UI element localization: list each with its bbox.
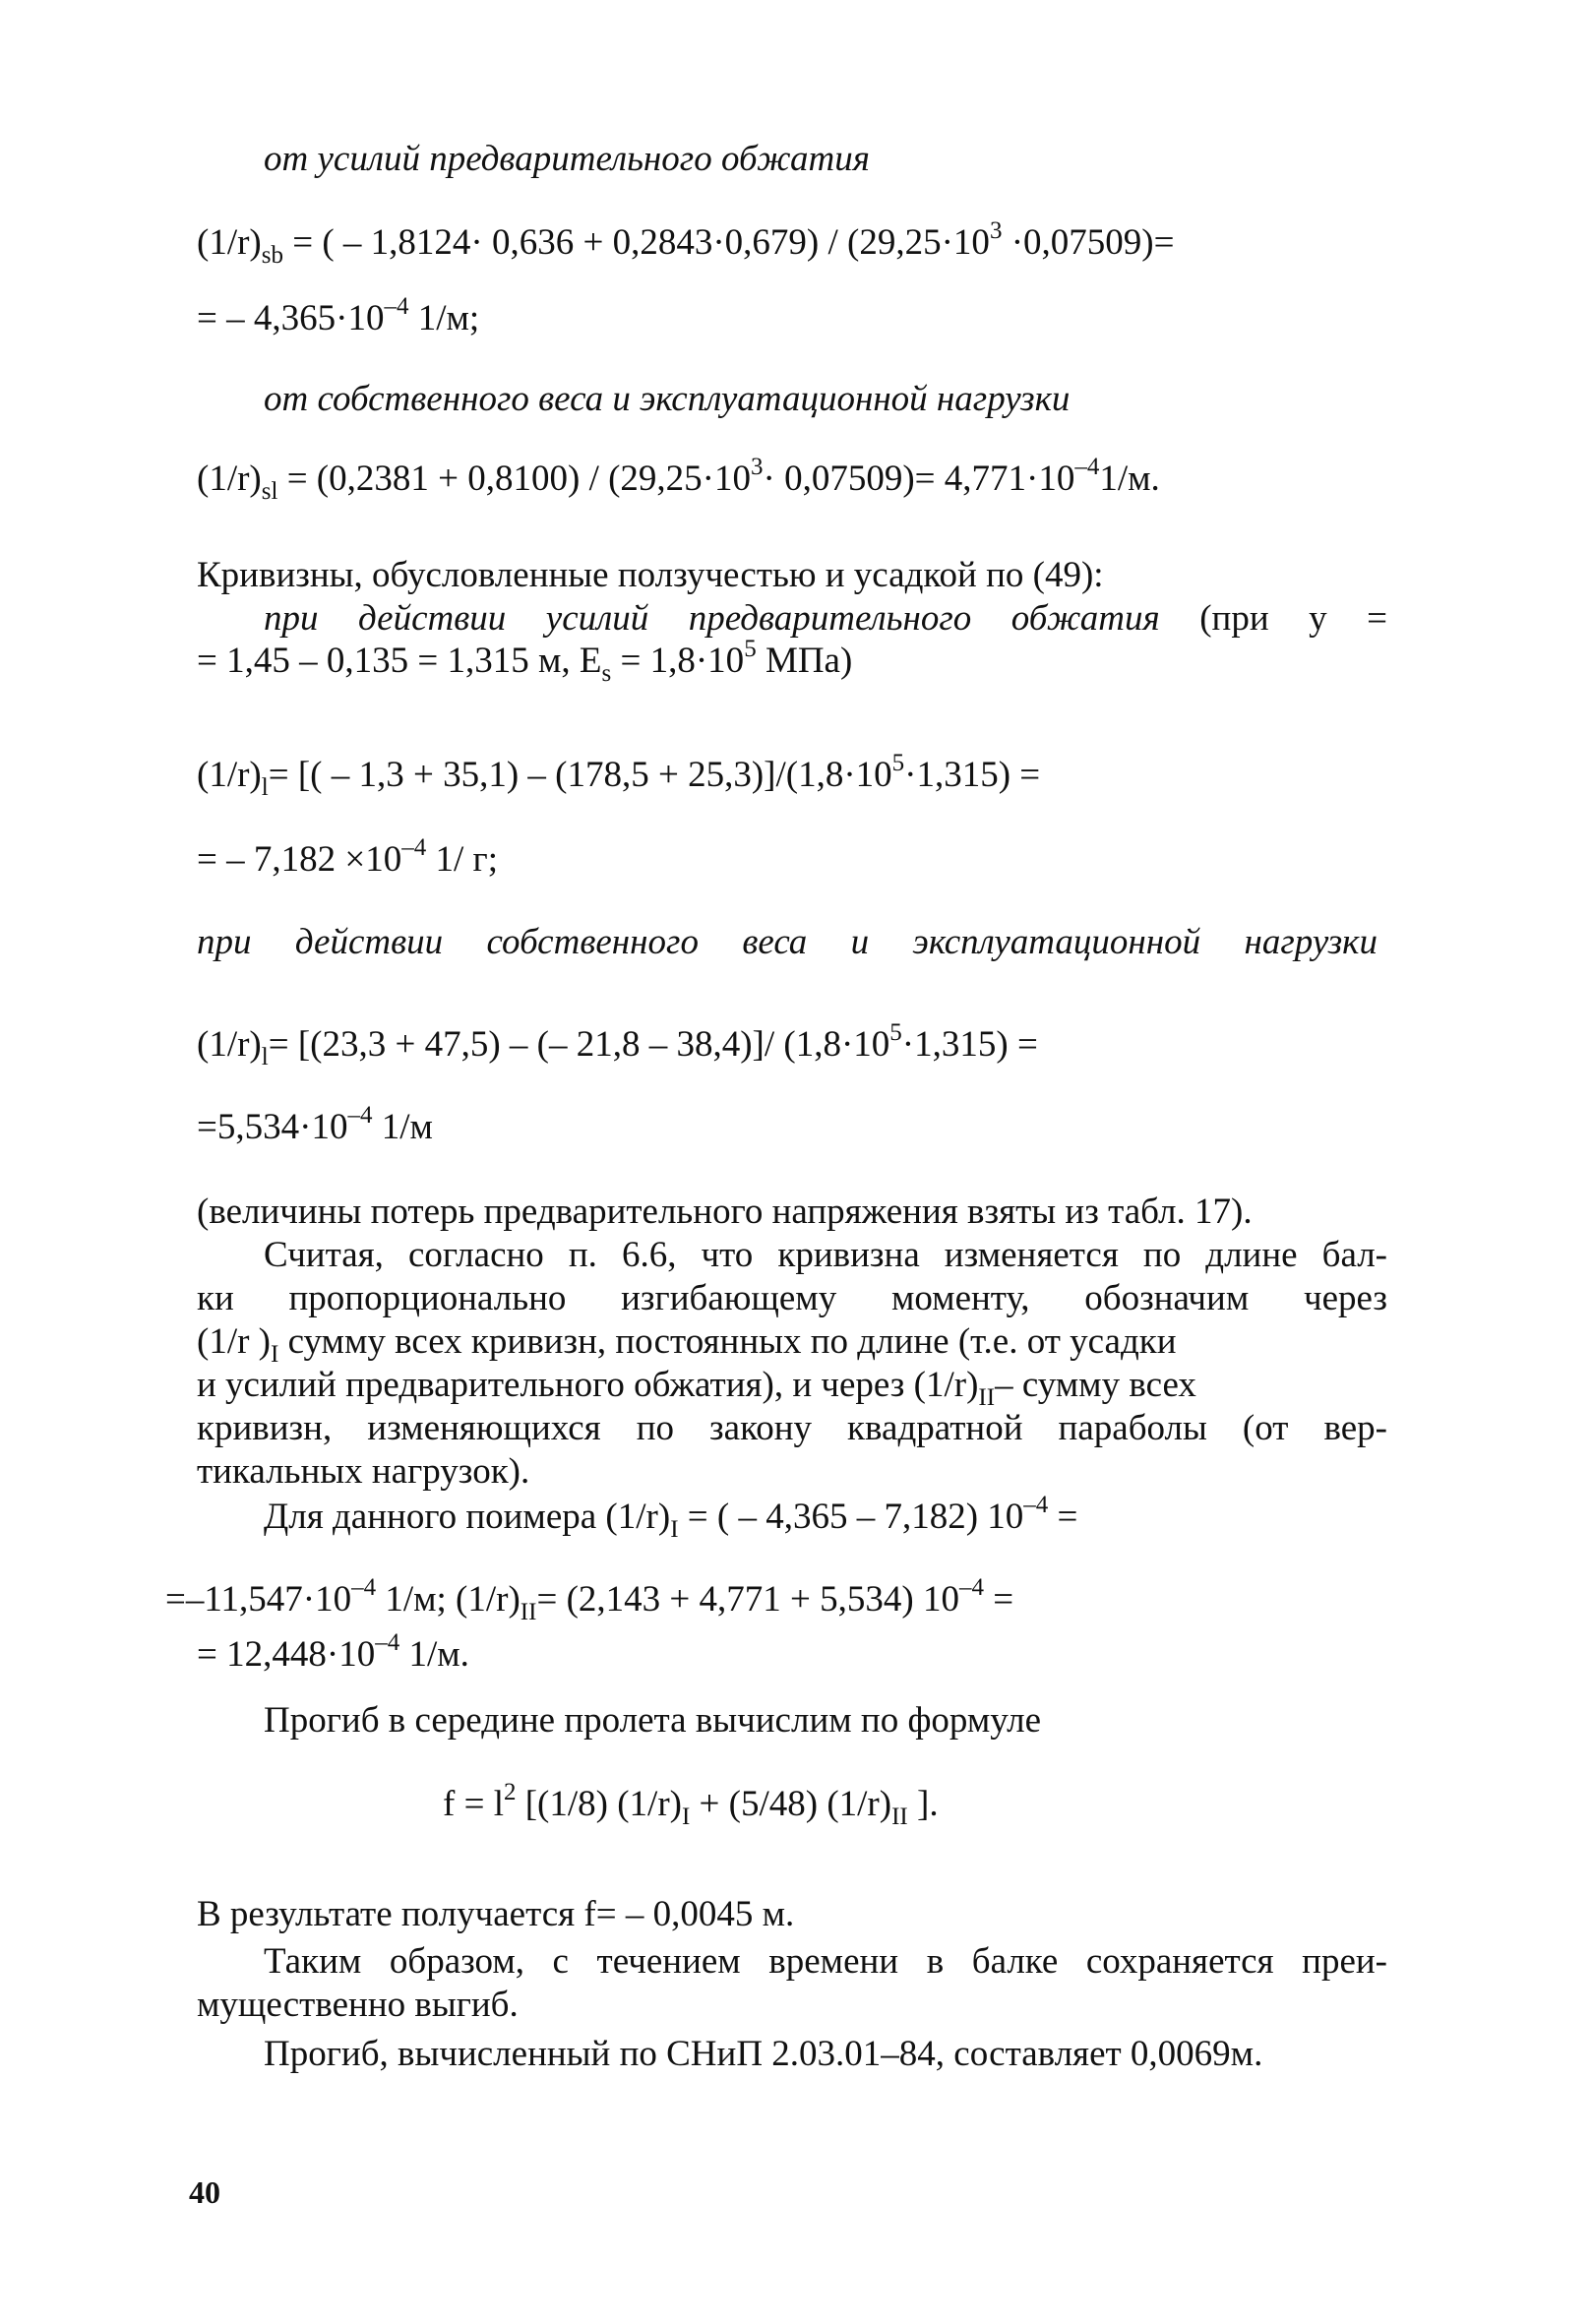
eq-subscript: sl: [261, 478, 278, 505]
equation-l1-result: [197, 834, 498, 886]
eq-exponent: –4: [958, 1574, 984, 1601]
eq-text: = 1,8·10: [611, 641, 745, 681]
eq-exponent: –4: [375, 1629, 400, 1656]
eq-text: =: [983, 1579, 1014, 1620]
eq-subscript: I: [271, 1341, 279, 1368]
eq-text: = (2,143 + 4,771 + 5,534) 10: [536, 1579, 959, 1620]
para-line: тикальных нагрузок).: [197, 1451, 530, 1492]
eq-exponent: –4: [351, 1574, 377, 1601]
losses-note: (величины потерь предварительного напряжения взяты из табл. 17).: [197, 1192, 1253, 1232]
snip-line: Прогиб, вычисленный по СНиП 2.03.01–84, составляет 0,0069м.: [264, 2034, 1263, 2074]
eq-text: = ( – 1,8124· 0,636 + 0,2843·0,679) / (29,25·10: [292, 222, 990, 263]
eq-text: =5,534·10: [197, 1107, 348, 1147]
creep-case-prestress: [264, 597, 1387, 641]
equation-sl: [197, 454, 1160, 505]
equation-l1: [197, 750, 1041, 801]
para-line: [197, 1364, 1196, 1411]
creep-case-italic: при действии усилий предварительного обжатия: [264, 598, 1160, 639]
eq-text: = [(23,3 + 47,5) – (– 21,8 – 38,4)]/ (1,8·10: [268, 1024, 890, 1065]
example-line-1: [264, 1492, 1078, 1543]
eq-text: сумму всех кривизн, постоянных по длине (т.е. от усадки: [278, 1321, 1177, 1362]
creep-case-selfweight-text: при действии собственного веса и эксплуатационной нагрузки: [197, 922, 1378, 962]
eq-text: – сумму всех: [995, 1365, 1196, 1405]
equation-sb-result: [197, 293, 480, 344]
eq-subscript: l: [261, 1044, 269, 1070]
para-line: [197, 1320, 1177, 1368]
eq-exponent: 2: [503, 1779, 517, 1805]
eq-text: и усилий предварительного обжатия), и через (1/r): [197, 1365, 979, 1405]
eq-text: = 12,448·10: [197, 1634, 376, 1675]
deflection-intro: Прогиб в середине пролета вычислим по формуле: [264, 1700, 1042, 1741]
eq-text: f = l: [443, 1784, 504, 1824]
eq-text: 1/м: [372, 1107, 433, 1147]
result-line: В результате получается f= – 0,0045 м.: [197, 1894, 795, 1934]
heading-selfweight: от собственного веса и эксплуатационной нагрузки: [264, 379, 1071, 419]
eq-exponent: 3: [989, 217, 1003, 244]
eq-text: = (0,2381 + 0,8100) / (29,25·10: [277, 459, 751, 499]
eq-exponent: 5: [889, 1019, 902, 1046]
creep-case-paren: (при y =: [1159, 598, 1387, 639]
eq-text: =–11,547·10: [165, 1579, 352, 1620]
conclusion-line-2: мущественно выгиб.: [197, 1985, 519, 2025]
eq-text: · 0,07509)= 4,771·10: [763, 459, 1075, 499]
eq-text: Для данного поимера (1/r): [264, 1497, 671, 1537]
eq-subscript: II: [520, 1599, 537, 1625]
para-line: кривизн, изменяющихся по закону квадратной параболы (от вер-: [197, 1408, 1387, 1448]
eq-text: =: [1048, 1497, 1078, 1537]
equation-l2-result: [197, 1102, 433, 1153]
eq-exponent: –4: [1023, 1492, 1049, 1518]
eq-text: ·0,07509)=: [1002, 222, 1175, 263]
eq-text: 1/м;: [408, 298, 480, 338]
eq-exponent: –4: [401, 834, 427, 861]
creep-case-selfweight: [197, 921, 1378, 964]
eq-text: (1/r): [197, 222, 262, 263]
eq-exponent: –4: [1074, 454, 1100, 480]
creep-case-prestress-line2: [197, 636, 853, 687]
page-number: 40: [189, 2174, 220, 2210]
eq-text: = 1,45 – 0,135 = 1,315 м, E: [197, 641, 602, 681]
eq-text: МПа): [756, 641, 853, 681]
example-line-3: [197, 1629, 469, 1681]
eq-subscript: II: [891, 1804, 908, 1830]
eq-text: (1/r): [197, 1024, 262, 1065]
eq-text: = – 7,182 ×10: [197, 839, 402, 880]
example-line-2: [165, 1574, 1014, 1625]
eq-text: = [( – 1,3 + 35,1) – (178,5 + 25,3)]/(1,8·10: [268, 755, 892, 795]
creep-intro: Кривизны, обусловленные ползучестью и усадкой по (49):: [197, 555, 1104, 595]
eq-exponent: 5: [744, 636, 757, 662]
eq-exponent: 5: [891, 750, 905, 776]
deflection-formula: [443, 1779, 939, 1830]
eq-text: ·1,315) =: [904, 755, 1041, 795]
eq-text: 1/м.: [1099, 459, 1160, 499]
eq-subscript: l: [261, 774, 269, 801]
eq-text: 1/м.: [399, 1634, 469, 1675]
eq-text: (1/r ): [197, 1321, 271, 1362]
eq-text: = ( – 4,365 – 7,182) 10: [678, 1497, 1024, 1537]
equation-sb: [197, 217, 1175, 269]
eq-text: (1/r): [197, 755, 262, 795]
eq-exponent: –4: [347, 1102, 373, 1129]
para-line: Считая, согласно п. 6.6, что кривизна изменяется по длине бал-: [264, 1235, 1387, 1275]
eq-subscript: II: [978, 1384, 996, 1411]
eq-subscript: sb: [261, 242, 283, 269]
equation-l2: [197, 1019, 1038, 1070]
eq-text: + (5/48) (1/r): [690, 1784, 892, 1824]
eq-text: (1/r): [197, 459, 262, 499]
eq-text: 1/м; (1/r): [376, 1579, 520, 1620]
eq-subscript: I: [681, 1804, 691, 1830]
eq-text: ·1,315) =: [901, 1024, 1038, 1065]
eq-subscript: I: [670, 1516, 679, 1543]
conclusion-line-1: Таким образом, с течением времени в балке сохраняется преи-: [264, 1941, 1387, 1982]
para-line: ки пропорционально изгибающему моменту, обозначим через: [197, 1278, 1387, 1318]
eq-exponent: –4: [384, 293, 409, 320]
eq-text: [(1/8) (1/r): [516, 1784, 682, 1824]
heading-prestress: от усилий предварительного обжатия: [264, 139, 870, 179]
eq-text: ].: [907, 1784, 939, 1824]
eq-text: 1/ г;: [426, 839, 498, 880]
eq-subscript: s: [601, 660, 612, 687]
eq-text: = – 4,365·10: [197, 298, 385, 338]
eq-exponent: 3: [751, 454, 764, 480]
